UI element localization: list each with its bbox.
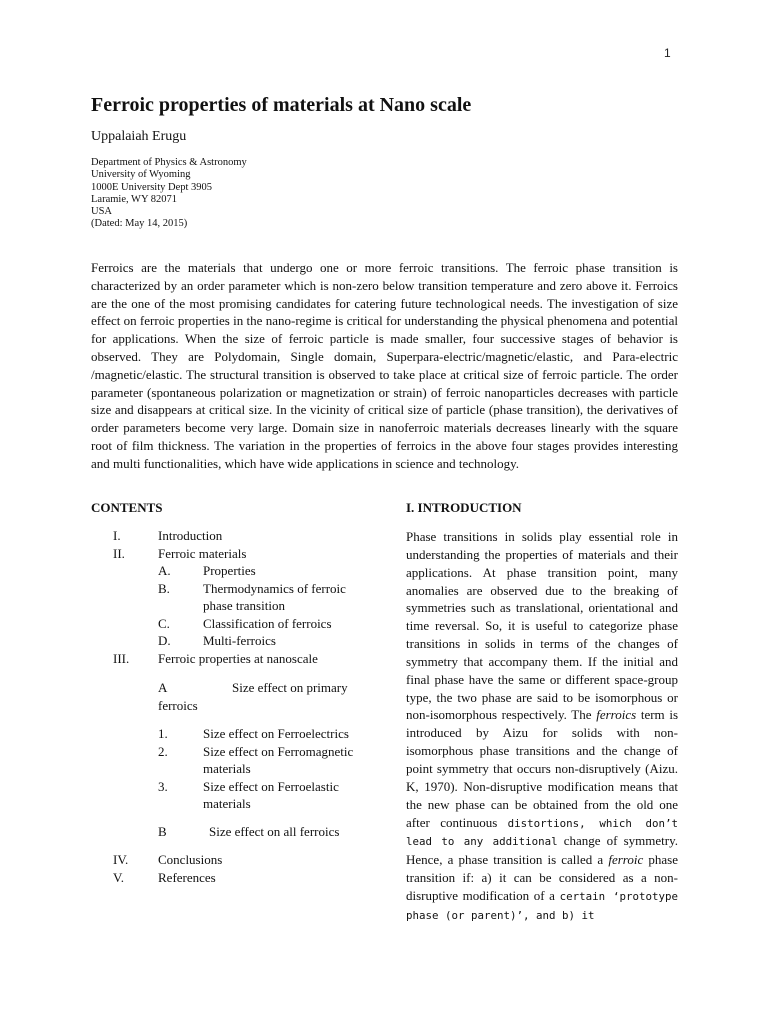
toc-label: materials [203,796,251,811]
intro-italic-term: ferroic [608,852,644,868]
toc-label: Ferroic materials [158,545,247,561]
toc-label: Size effect on primary [232,680,348,695]
intro-text-mono: certain ‘prototype phase (or parent)’, and b) it [406,889,678,922]
contents-heading: CONTENTS [91,500,163,515]
affiliation-line: University of Wyoming [91,169,191,181]
toc-number: V. [113,869,124,885]
intro-text: change of symmetry. Hence, a phase transition is called a [406,833,678,868]
toc-label: ferroics [158,697,198,713]
toc-number: A. [158,563,171,578]
toc-number: III. [113,650,130,666]
intro-text: term is introduced by Aizu for solids with non-isomorphous phase transitions and the change of point symmetry that occurs non-disruptively (Aizu. K, 1970). Non-disruptive modification means that the new phase can be obtained from the old one after continuous [406,707,679,830]
toc-number: A [158,680,168,695]
toc-label: Size effect on all ferroics [209,824,340,839]
toc-label: Size effect on Ferroelectrics [203,726,349,741]
toc-number: IV. [113,852,129,867]
toc-label: Multi-ferroics [203,633,276,648]
intro-text-mono: distortions, which don’t lead to any additional [406,816,678,849]
author-name: Uppalaiah Erugu [91,129,187,144]
toc-label: Size effect on Ferromagnetic [203,743,354,759]
paper-title: Ferroic properties of materials at Nano scale [91,94,472,116]
abstract-text: Ferroics are the materials that undergo one or more ferroic transitions. The ferroic phase transition is characterized by an order parameter which is non-zero below transition temperature and zero above it. Ferroics are the one of the most promising candidates for catering future technological needs. The investigation of size effect on ferroic properties in the nano-regime is critical for understanding the physical phenomena and potential for applications. When the size of ferroic particle is made smaller, four successive stages of behavior is observed. They are Polydomain, Single domain, Superpara-electric/magnetic/elastic, and Para-electric /magnetic/elastic. The structural transition is observed to take place at critical size of ferroic particle. The order parameter (spontaneous polarization or magnetization or strain) of ferroic nanoparticles decreases with particle size and disappears at critical size. In the vicinity of critical size of particle (phase transition), the derivatives of order parameters become very large. Domain size in nanoferroic materials decreases linearly with the square root of film thickness. The variation in the properties of ferroics in the above four stages provides interesting and multi functionalities, which have wide applications in science and technology. [91,260,678,471]
introduction-paragraph [406,528,678,925]
toc-label: materials [203,761,251,776]
toc-number: I. [113,528,121,543]
toc-number: C. [158,615,170,631]
toc-label: Conclusions [158,852,223,867]
toc-label: Size effect on Ferroelastic [203,778,339,794]
intro-italic-term: ferroics [596,707,637,723]
toc-label: phase transition [203,598,285,613]
toc-number: B [158,824,167,839]
toc-label: Classification of ferroics [203,615,332,631]
toc-number: 3. [158,778,168,794]
toc-number: B. [158,580,170,596]
affiliation-line: USA [91,206,113,218]
toc-number: 2. [158,743,168,759]
toc-label: Introduction [158,528,223,543]
affiliation-line: (Dated: May 14, 2015) [91,218,188,230]
affiliation-line: 1000E University Dept 3905 [91,181,213,193]
introduction-body [406,528,678,925]
page-number: 1 [664,46,671,60]
toc-label: Ferroic properties at nanoscale [158,650,318,666]
toc-label: Properties [203,563,256,578]
affiliation-line: Laramie, WY 82071 [91,193,178,205]
toc-number: II. [113,545,125,561]
introduction-heading: I. INTRODUCTION [406,500,522,515]
affiliation-line: Department of Physics & Astronomy [91,157,247,168]
toc-number: D. [158,633,171,648]
toc-label: References [158,869,216,885]
toc-label: Thermodynamics of ferroic [203,580,346,596]
toc-number: 1. [158,726,168,741]
intro-text: phase transition if: a) it can be considered as a non-disruptive modification of a [406,852,678,903]
intro-text: Phase transitions in solids play essential role in understanding the properties of materials and their applications. At phase transition point, many anomalies are observed due to the breaking of symmetries such as translational, orientational and time reversal. So, it is useful to categorize phase transitions in solids in terms of the changes of symmetry that accompany them. If the initial and final phase have the same or different space-group type, the two phase are said to be isomorphous or non-isomorphous respectively. The [406,529,678,723]
